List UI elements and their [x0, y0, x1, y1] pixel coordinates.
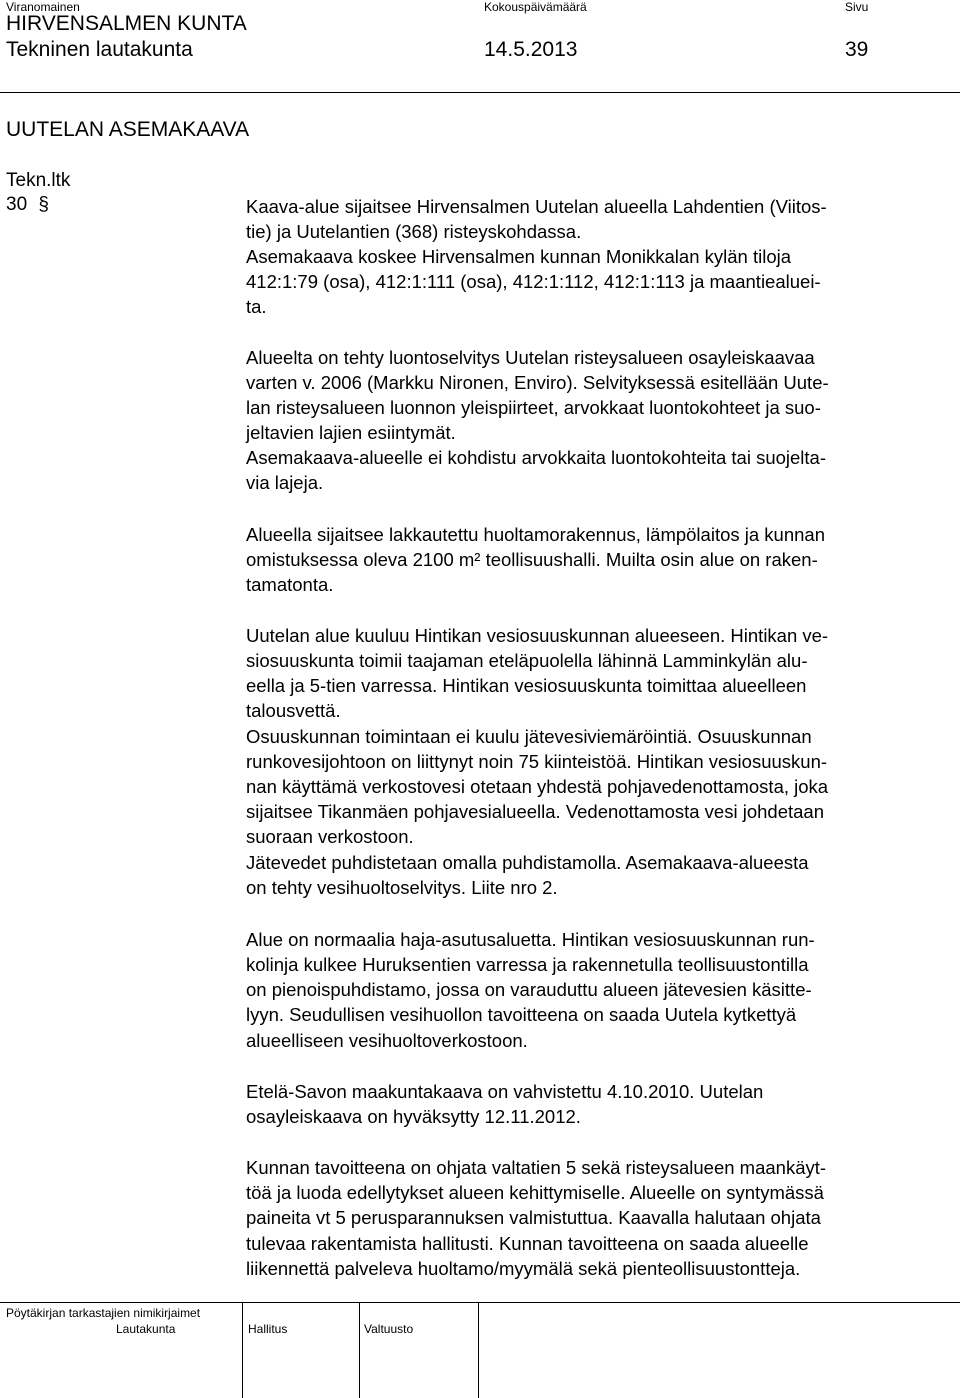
agenda-number — [6, 194, 49, 216]
header-label-page: Sivu — [845, 0, 869, 14]
body-line: jeltavien lajien esiintymät. — [246, 422, 456, 443]
body-line: töä ja luoda edellytykset alueen kehittymiselle. Alueelle on syntymässä — [246, 1182, 824, 1203]
body-line: sijaitsee Tikanmäen pohjavesialueella. Vedenottamosta vesi johdetaan — [246, 801, 824, 822]
body-line: runkovesijohtoon on liittynyt noin 75 kiinteistöä. Hintikan vesiosuuskun- — [246, 751, 828, 772]
body-line: tie) ja Uutelantien (368) risteyskohdassa. — [246, 221, 582, 242]
body-line: Asemakaava-alueelle ei kohdistu arvokkaita luontokohteita tai suojelta- — [246, 447, 827, 468]
body-line: talousvettä. — [246, 700, 341, 721]
page-number: 39 — [845, 38, 869, 61]
board-name: Tekninen lautakunta — [6, 38, 193, 61]
footer-divider — [0, 1302, 960, 1303]
body-line: Alueelta on tehty luontoselvitys Uutelan risteysalueen osayleiskaavaa — [246, 347, 815, 368]
body-line: osayleiskaava on hyväksytty 12.11.2012. — [246, 1106, 581, 1127]
body-line: liikennettä palveleva huoltamo/myymälä sekä pienteollisuustontteja. — [246, 1258, 801, 1279]
body-line: Alue on normaalia haja-asutusaluetta. Hintikan vesiosuuskunnan run- — [246, 929, 815, 950]
body-line: suoraan verkostoon. — [246, 826, 414, 847]
body-line: Etelä-Savon maakuntakaava on vahvistettu 4.10.2010. Uutelan — [246, 1081, 764, 1102]
paragraph-symbol: § — [38, 194, 49, 215]
header-divider — [0, 92, 960, 93]
signatures-label: Pöytäkirjan tarkastajien nimikirjaimet — [6, 1306, 201, 1320]
body-line: via lajeja. — [246, 472, 324, 493]
body-line: on tehty vesihuoltoselvitys. Liite nro 2. — [246, 877, 558, 898]
body-line: siosuuskunta toimii taajaman eteläpuolella lähinnä Lamminkylän alu- — [246, 650, 808, 671]
body-line: nan käyttämä verkostovesi otetaan yhdestä pohjavedenottamosta, joka — [246, 776, 829, 797]
body-line: Jätevedet puhdistetaan omalla puhdistamolla. Asemakaava-alueesta — [246, 852, 809, 873]
agenda-number-value: 30 — [6, 194, 28, 215]
body-line: lyyn. Seudullisen vesihuollon tavoitteena on saada Uutela kytkettyä — [246, 1004, 797, 1025]
body-line: lan risteysalueen luonnon yleispiirteet, arvokkaat luontokohteet ja suo- — [246, 397, 821, 418]
body-line: paineita vt 5 perusparannuksen valmistuttua. Kaavalla halutaan ohjata — [246, 1207, 821, 1228]
body-line: ta. — [246, 296, 267, 317]
body-line: 412:1:79 (osa), 412:1:111 (osa), 412:1:112, 412:1:113 ja maantiealuei- — [246, 271, 821, 292]
body-line: Alueella sijaitsee lakkautettu huoltamorakennus, lämpölaitos ja kunnan — [246, 524, 825, 545]
organization-name: HIRVENSALMEN KUNTA — [6, 12, 247, 35]
body-line: Asemakaava koskee Hirvensalmen kunnan Monikkalan kylän tiloja — [246, 246, 792, 267]
signature-column-council: Valtuusto — [364, 1322, 414, 1336]
body-line: Uutelan alue kuuluu Hintikan vesiosuuskunnan alueeseen. Hintikan ve- — [246, 625, 829, 646]
footer-column-divider — [242, 1302, 243, 1398]
header-label-authority: Viranomainen — [6, 0, 80, 14]
section-title: UUTELAN ASEMAKAAVA — [6, 118, 250, 141]
body-line: tamatonta. — [246, 574, 334, 595]
body-line: Osuuskunnan toimintaan ei kuulu jätevesiviemäröintiä. Osuuskunnan — [246, 726, 812, 747]
signature-column-board: Lautakunta — [116, 1322, 176, 1336]
footer-column-divider — [478, 1302, 479, 1398]
signature-column-government: Hallitus — [248, 1322, 288, 1336]
body-line: tulevaa rakentamista hallitusti. Kunnan tavoitteena on saada alueelle — [246, 1233, 809, 1254]
agenda-label: Tekn.ltk — [6, 170, 71, 191]
meeting-date: 14.5.2013 — [484, 38, 578, 61]
header-label-meeting-date: Kokouspäivämäärä — [484, 0, 587, 14]
body-line: kolinja kulkee Huruksentien varressa ja rakennetulla teollisuustontilla — [246, 954, 809, 975]
body-line: Kaava-alue sijaitsee Hirvensalmen Uutelan alueella Lahdentien (Viitos- — [246, 196, 827, 217]
footer-column-divider — [359, 1302, 360, 1398]
body-line: Kunnan tavoitteena on ohjata valtatien 5 sekä risteysalueen maankäyt- — [246, 1157, 827, 1178]
body-line: varten v. 2006 (Markku Nironen, Enviro). Selvityksessä esitellään Uute- — [246, 372, 829, 393]
body-line: omistuksessa oleva 2100 m² teollisuushalli. Muilta osin alue on raken- — [246, 549, 818, 570]
body-line: eella ja 5-tien varressa. Hintikan vesiosuuskunta toimittaa alueelleen — [246, 675, 807, 696]
body-line: on pienoispuhdistamo, jossa on varauduttu alueen jätevesien käsitte- — [246, 979, 812, 1000]
body-line: alueelliseen vesihuoltoverkostoon. — [246, 1030, 528, 1051]
